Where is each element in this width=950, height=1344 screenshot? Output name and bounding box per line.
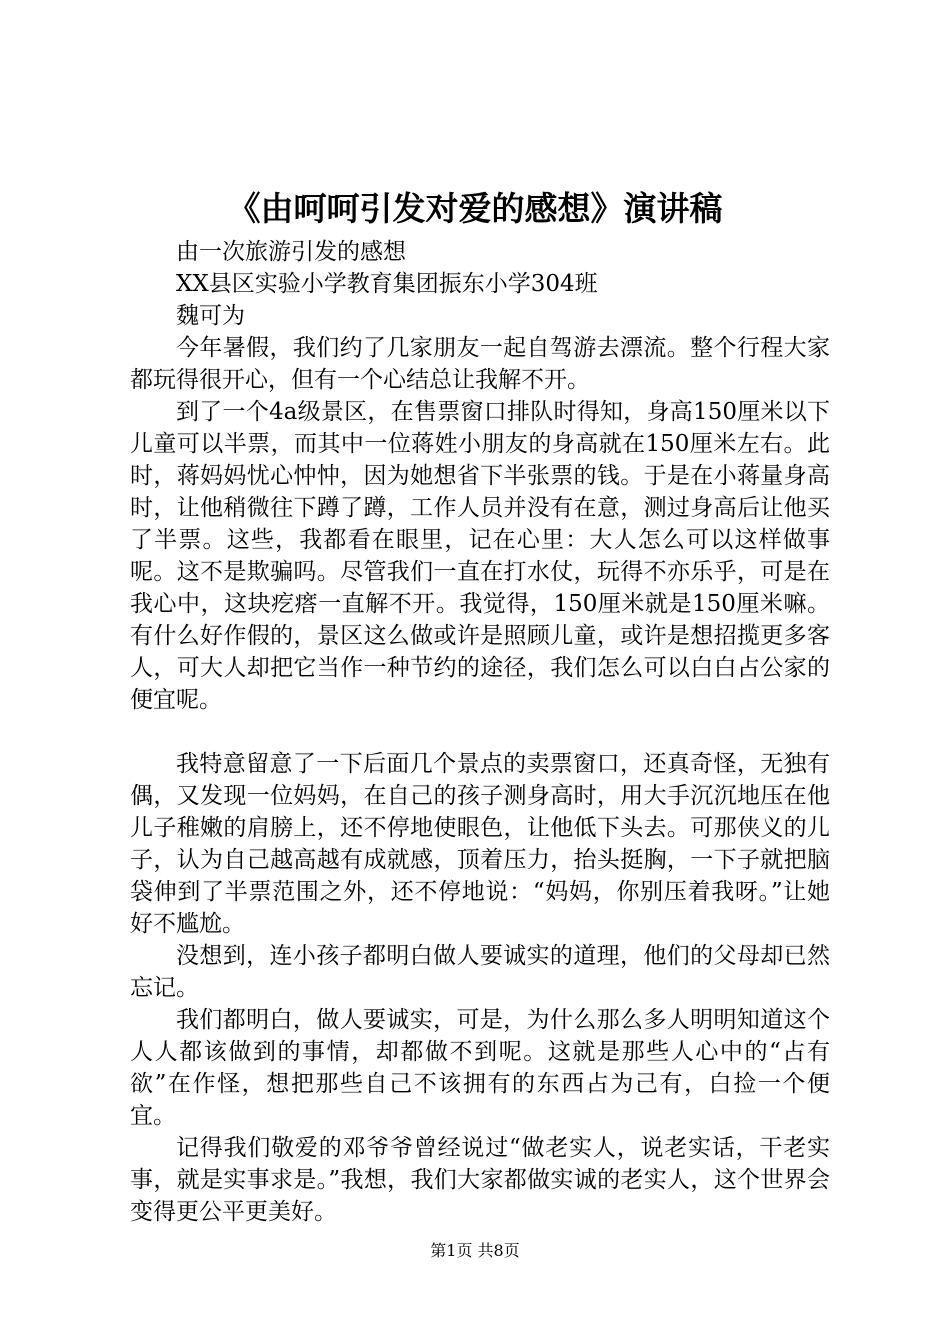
paragraph-4: 没想到，连小孩子都明白做人要诚实的道理，他们的父母却已然忘记。	[130, 943, 830, 1001]
paragraph-5: 我们都明白，做人要诚实，可是，为什么那么多人明明知道这个人人都该做到的事情，却都做不到呢。这就是那些人心中的“占有欲”在作怪，想把那些自己不该拥有的东西占为己有，白捡一个便宜。	[130, 1007, 830, 1129]
school-line: XX县区实验小学教育集团振东小学304班	[176, 271, 598, 297]
paragraph-3: 我特意留意了一下后面几个景点的卖票窗口，还真奇怪，无独有偶，又发现一位妈妈，在自己的孩子测身高时，用大手沉沉地压在他儿子稚嫩的肩膀上，还不停地使眼色，让他低下头去。可那侠义的儿子，认为自己越高越有成就感，顶着压力，抬头挺胸，一下子就把脑袋伸到了半票范围之外，还不停地说：“妈妈，你别压着我呀。”让她好不尴尬。	[130, 751, 830, 937]
paragraph-1: 今年暑假，我们约了几家朋友一起自驾游去漂流。整个行程大家都玩得很开心，但有一个心结总让我解不开。	[130, 335, 830, 393]
paragraph-6: 记得我们敬爱的邓爷爷曾经说过“做老实人，说老实话，干老实事，就是实事求是。”我想，我们大家都做实诚的老实人，这个世界会变得更公平更美好。	[130, 1135, 830, 1225]
document-title: 《由呵呵引发对爱的感想》演讲稿	[227, 189, 723, 228]
paragraph-2: 到了一个4a级景区，在售票窗口排队时得知，身高150厘米以下儿童可以半票，而其中一位蒋姓小朋友的身高就在150厘米左右。此时，蒋妈妈忧心忡忡，因为她想省下半张票的钱。于是在小蒋量身高时，让他稍微往下蹲了蹲，工作人员并没有在意，测过身高后让他买了半票。这些，我都看在眼里，记在心里：大人怎么可以这样做事呢。这不是欺骗吗。尽管我们一直在打水仗，玩得不亦乐乎，可是在我心中，这块疙瘩一直解不开。我觉得，150厘米就是150厘米嘛。有什么好作假的，景区这么做或许是照顾儿童，或许是想招揽更多客人，可大人却把它当作一种节约的途径，我们怎么可以白白占公家的便宜呢。	[130, 399, 830, 713]
author-line: 魏可为	[176, 303, 245, 329]
subtitle: 由一次旅游引发的感想	[176, 239, 406, 265]
page-indicator: 第1页 共8页	[430, 1241, 520, 1260]
document-body	[130, 236, 830, 1228]
